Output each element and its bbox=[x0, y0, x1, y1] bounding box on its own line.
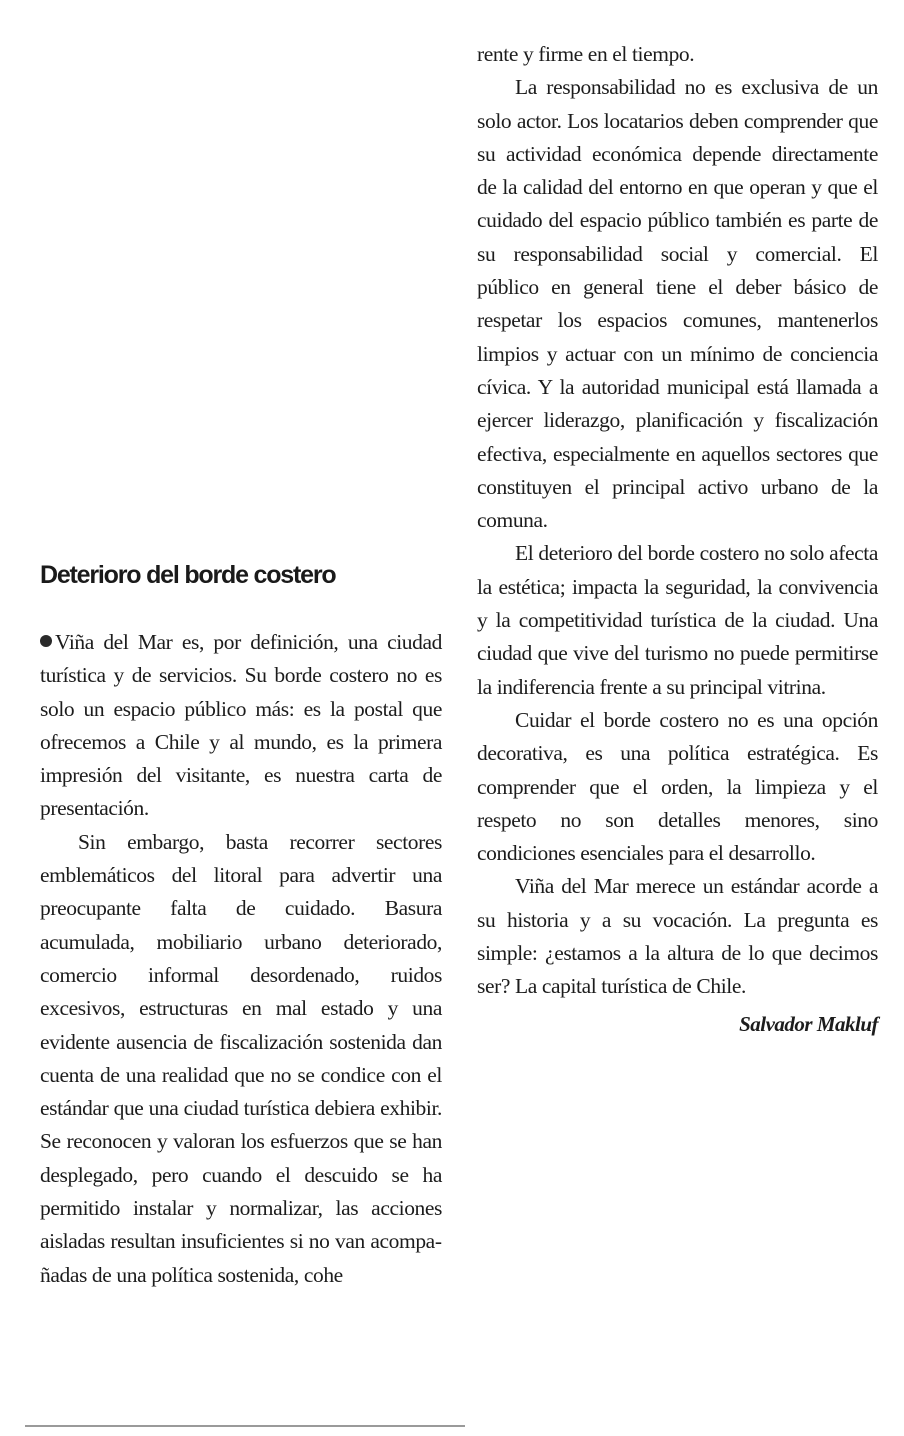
article-paragraph-4: El deterioro del borde costero no solo afecta la estética; impacta la seguridad, la convivencia y la competitividad turística de la ciudad. Una ciudad que vive del turismo no puede permitirse la indiferencia frente a su principal vitrina. bbox=[477, 541, 878, 699]
bottom-divider bbox=[25, 1425, 465, 1427]
article-paragraph-5: Cuidar el borde costero no es una opción decorativa, es una política estratégica. Es comprender que el orden, la limpieza y el respeto no son detalles menores, sino condiciones esenciales para el desarrollo. bbox=[477, 707, 878, 866]
article-headline: Deterioro del borde costero bbox=[40, 561, 336, 589]
article-paragraph-3: La responsabilidad no es exclusiva de un solo actor. Los locatarios deben comprender que su actividad económica depende directamente de la calidad del entorno en que operan y que el cuidado del espacio público también es parte de su responsabilidad social y comercial. El público en general tiene el deber básico de respetar los espacios comunes, mantenerlos limpios y actuar con un mínimo de conciencia cívica. Y la autoridad municipal está llamada a ejercer liderazgo, planificación y fiscalización efectiva, especialmente en aquellos sectores que constituyen el principal activo urbano de la comuna. bbox=[477, 75, 878, 533]
article-paragraph-2: Sin embargo, basta recorrer sectores emblemáticos del litoral para advertir una preocupante falta de cuidado. Basura acumulada, mobiliario urbano deteriorado, comercio informal desordenado, ruidos excesivos, estructuras en mal estado y una evidente ausencia de fiscalización sostenida dan cuenta de una realidad que no se condice con el estándar que una ciudad turística debiera exhibir. Se reconocen y valoran los esfuerzos que se han desplegado, pero cuando el descuido se ha permitido instalar y normalizar, las acciones aisladas resultan insuficientes si no van acompañadas de una política sostenida, cohe bbox=[40, 829, 442, 1287]
article-paragraph-1 bbox=[40, 626, 442, 826]
paragraph-text: Viña del Mar es, por definición, una ciudad turística y de servicios. Su borde costero no es solo un espacio público más: es la postal que ofrecemos a Chile y al mundo, es la primera impresión del visitante, es nuestra carta de presentación. bbox=[40, 630, 442, 821]
right-column bbox=[477, 38, 878, 1041]
article-paragraph-continued: rente y firme en el tiempo. bbox=[477, 42, 695, 66]
author-signature: Salvador Makluf bbox=[739, 1011, 878, 1036]
article-paragraph-6: Viña del Mar merece un estándar acorde a su historia y a su vocación. La pregunta es simple: ¿estamos a la altura de lo que decimos ser? La capital turística de Chile. bbox=[477, 874, 878, 999]
bullet-icon bbox=[40, 635, 52, 647]
left-column bbox=[40, 560, 442, 1292]
